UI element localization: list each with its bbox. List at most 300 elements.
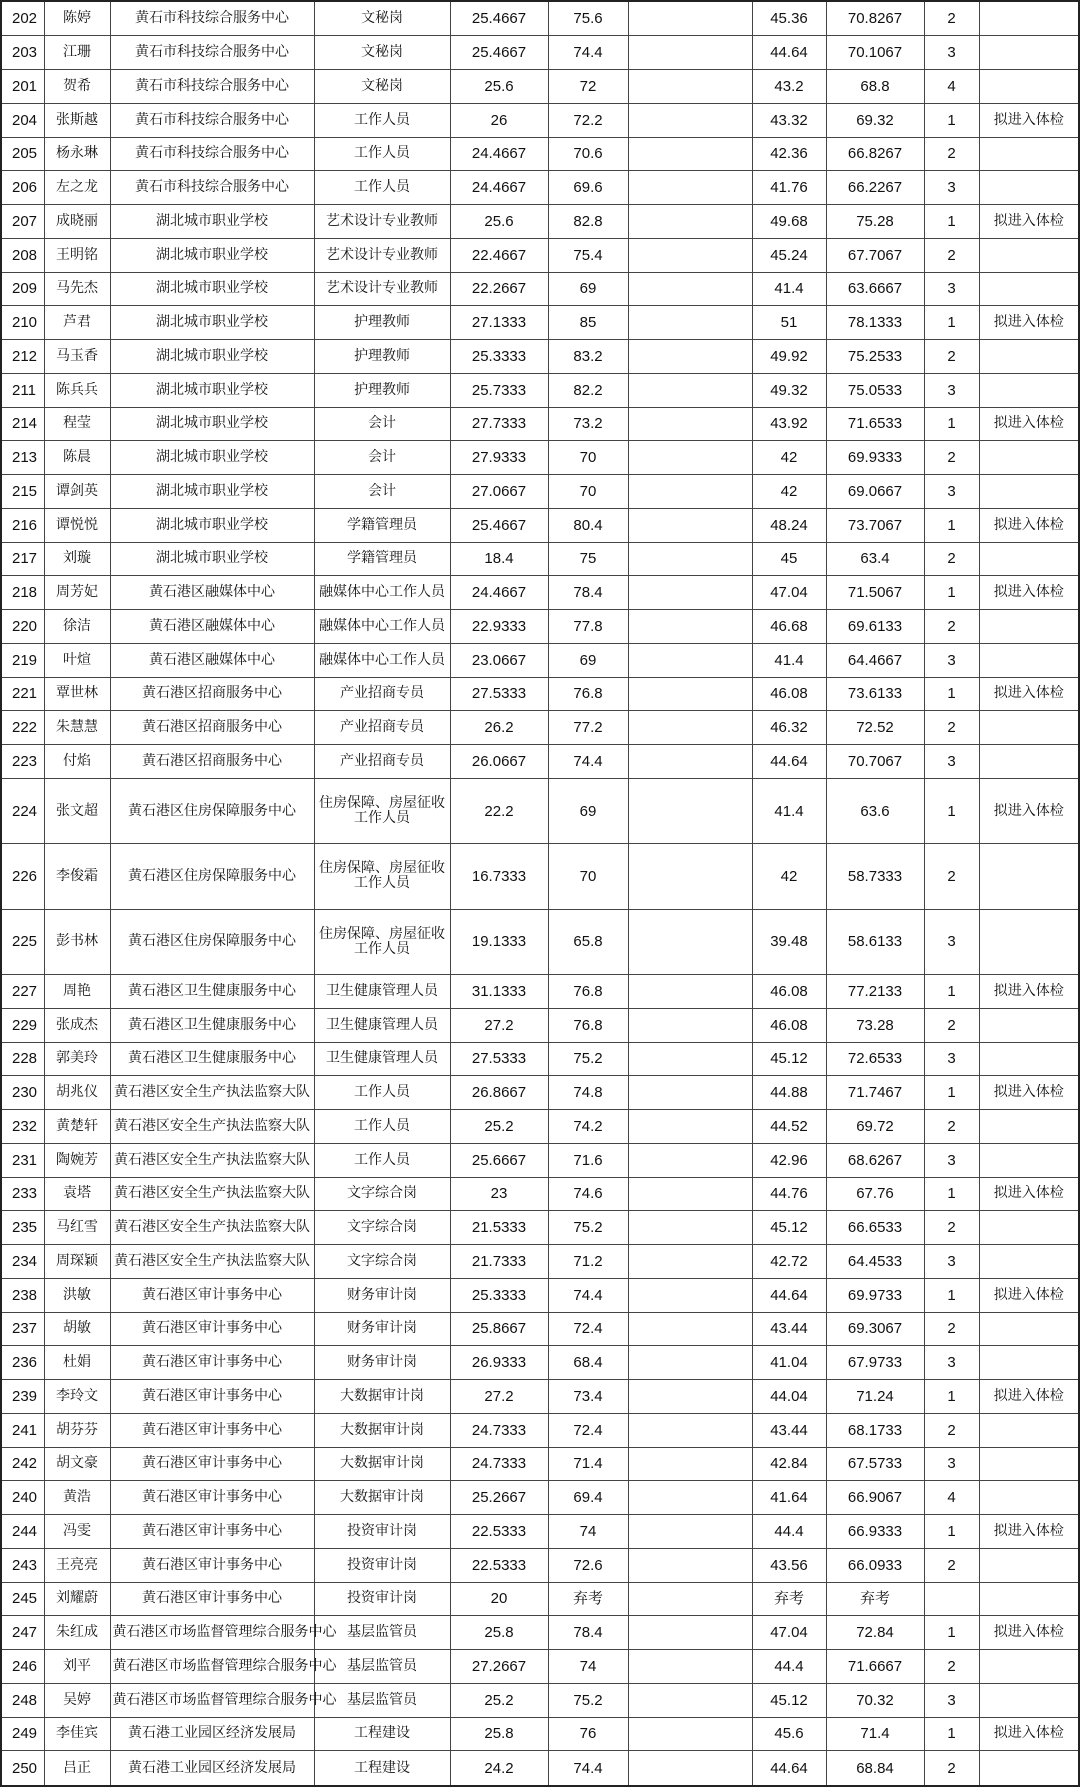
position-cell: 工程建设	[314, 1717, 450, 1751]
remark-cell: 拟进入体检	[979, 306, 1079, 340]
weighted-interview-cell: 43.92	[752, 407, 826, 441]
employer-cell: 黄石港区招商服务中心	[110, 711, 314, 745]
interview-score-cell: 74.4	[548, 745, 628, 779]
remark-cell	[979, 1110, 1079, 1144]
seat-number-cell: 226	[1, 844, 44, 909]
total-score-cell: 72.6533	[826, 1042, 924, 1076]
total-score-cell: 68.8	[826, 70, 924, 104]
total-score-cell: 73.6133	[826, 677, 924, 711]
weighted-interview-cell: 46.68	[752, 610, 826, 644]
seat-number-cell: 244	[1, 1515, 44, 1549]
position-cell: 卫生健康管理人员	[314, 1042, 450, 1076]
weighted-interview-cell: 44.4	[752, 1515, 826, 1549]
weighted-interview-cell: 49.68	[752, 205, 826, 239]
interview-score-cell: 75	[548, 542, 628, 576]
position-cell: 财务审计岗	[314, 1278, 450, 1312]
table-row	[1, 70, 1079, 104]
seat-number-cell: 223	[1, 745, 44, 779]
remark-cell: 拟进入体检	[979, 975, 1079, 1009]
name-cell: 周芳妃	[44, 576, 110, 610]
position-cell: 艺术设计专业教师	[314, 238, 450, 272]
written-score-cell: 26.0667	[450, 745, 548, 779]
remark-cell	[979, 1447, 1079, 1481]
remark-cell	[979, 1650, 1079, 1684]
name-cell: 周琛颖	[44, 1245, 110, 1279]
seat-number-cell: 219	[1, 643, 44, 677]
written-score-cell: 25.7333	[450, 373, 548, 407]
weighted-interview-cell: 44.64	[752, 1278, 826, 1312]
employer-cell: 湖北城市职业学校	[110, 238, 314, 272]
remark-cell: 拟进入体检	[979, 778, 1079, 843]
blank-cell	[628, 272, 752, 306]
table-row	[1, 1548, 1079, 1582]
interview-score-cell: 75.6	[548, 1, 628, 36]
employer-cell: 黄石港区安全生产执法监察大队	[110, 1143, 314, 1177]
total-score-cell: 68.84	[826, 1751, 924, 1786]
name-cell: 叶煊	[44, 643, 110, 677]
name-cell: 刘璇	[44, 542, 110, 576]
table-row	[1, 1447, 1079, 1481]
remark-cell	[979, 1346, 1079, 1380]
blank-cell	[628, 1650, 752, 1684]
interview-score-cell: 82.8	[548, 205, 628, 239]
rank-cell: 2	[924, 1548, 979, 1582]
written-score-cell: 21.5333	[450, 1211, 548, 1245]
rank-cell: 3	[924, 1346, 979, 1380]
table-row	[1, 576, 1079, 610]
weighted-interview-cell: 41.04	[752, 1346, 826, 1380]
position-cell: 艺术设计专业教师	[314, 272, 450, 306]
blank-cell	[628, 909, 752, 974]
name-cell: 黄浩	[44, 1481, 110, 1515]
weighted-interview-cell: 47.04	[752, 576, 826, 610]
table-row	[1, 272, 1079, 306]
written-score-cell: 31.1333	[450, 975, 548, 1009]
weighted-interview-cell: 46.08	[752, 1008, 826, 1042]
employer-cell: 湖北城市职业学校	[110, 272, 314, 306]
written-score-cell: 22.5333	[450, 1548, 548, 1582]
rank-cell: 2	[924, 1110, 979, 1144]
remark-cell	[979, 745, 1079, 779]
remark-cell	[979, 1548, 1079, 1582]
name-cell: 徐洁	[44, 610, 110, 644]
name-cell: 彭书林	[44, 909, 110, 974]
seat-number-cell: 243	[1, 1548, 44, 1582]
interview-score-cell: 70.6	[548, 137, 628, 171]
written-score-cell: 25.2	[450, 1110, 548, 1144]
written-score-cell: 25.8667	[450, 1312, 548, 1346]
seat-number-cell: 214	[1, 407, 44, 441]
written-score-cell: 22.4667	[450, 238, 548, 272]
rank-cell: 1	[924, 205, 979, 239]
weighted-interview-cell: 45.12	[752, 1211, 826, 1245]
position-cell: 艺术设计专业教师	[314, 205, 450, 239]
written-score-cell: 27.2	[450, 1008, 548, 1042]
interview-score-cell: 74.4	[548, 1278, 628, 1312]
written-score-cell: 27.1333	[450, 306, 548, 340]
blank-cell	[628, 1245, 752, 1279]
rank-cell: 3	[924, 1245, 979, 1279]
name-cell: 马先杰	[44, 272, 110, 306]
interview-score-cell: 70	[548, 441, 628, 475]
written-score-cell: 26.8667	[450, 1076, 548, 1110]
remark-cell: 拟进入体检	[979, 508, 1079, 542]
remark-cell	[979, 373, 1079, 407]
written-score-cell: 26.2	[450, 711, 548, 745]
blank-cell	[628, 1278, 752, 1312]
seat-number-cell: 210	[1, 306, 44, 340]
written-score-cell: 24.7333	[450, 1413, 548, 1447]
rank-cell: 2	[924, 1211, 979, 1245]
table-row	[1, 1312, 1079, 1346]
blank-cell	[628, 1380, 752, 1414]
position-cell: 产业招商专员	[314, 745, 450, 779]
position-cell: 投资审计岗	[314, 1515, 450, 1549]
remark-cell: 拟进入体检	[979, 1616, 1079, 1650]
blank-cell	[628, 1717, 752, 1751]
employer-cell: 黄石港区融媒体中心	[110, 643, 314, 677]
table-row	[1, 1515, 1079, 1549]
table-row	[1, 171, 1079, 205]
written-score-cell: 24.4667	[450, 576, 548, 610]
position-cell: 会计	[314, 475, 450, 509]
total-score-cell: 75.0533	[826, 373, 924, 407]
total-score-cell: 69.9733	[826, 1278, 924, 1312]
name-cell: 杜娟	[44, 1346, 110, 1380]
written-score-cell: 25.3333	[450, 340, 548, 374]
blank-cell	[628, 70, 752, 104]
rank-cell: 3	[924, 1683, 979, 1717]
seat-number-cell: 233	[1, 1177, 44, 1211]
seat-number-cell: 250	[1, 1751, 44, 1786]
written-score-cell: 18.4	[450, 542, 548, 576]
position-cell: 财务审计岗	[314, 1346, 450, 1380]
name-cell: 付焰	[44, 745, 110, 779]
blank-cell	[628, 373, 752, 407]
blank-cell	[628, 1413, 752, 1447]
table-row	[1, 508, 1079, 542]
employer-cell: 黄石市科技综合服务中心	[110, 1, 314, 36]
rank-cell: 1	[924, 778, 979, 843]
weighted-interview-cell: 45.24	[752, 238, 826, 272]
total-score-cell: 71.4	[826, 1717, 924, 1751]
position-cell: 基层监管员	[314, 1683, 450, 1717]
total-score-cell: 75.28	[826, 205, 924, 239]
total-score-cell: 弃考	[826, 1582, 924, 1616]
written-score-cell: 25.3333	[450, 1278, 548, 1312]
name-cell: 刘平	[44, 1650, 110, 1684]
weighted-interview-cell: 44.64	[752, 36, 826, 70]
rank-cell: 3	[924, 373, 979, 407]
employer-cell: 湖北城市职业学校	[110, 508, 314, 542]
total-score-cell: 75.2533	[826, 340, 924, 374]
blank-cell	[628, 1582, 752, 1616]
written-score-cell: 27.9333	[450, 441, 548, 475]
rank-cell: 3	[924, 1447, 979, 1481]
weighted-interview-cell: 39.48	[752, 909, 826, 974]
table-row	[1, 1076, 1079, 1110]
weighted-interview-cell: 44.52	[752, 1110, 826, 1144]
employer-cell: 黄石港区招商服务中心	[110, 745, 314, 779]
total-score-cell: 69.9333	[826, 441, 924, 475]
table-row	[1, 778, 1079, 843]
employer-cell: 黄石港区市场监督管理综合服务中心	[110, 1683, 314, 1717]
written-score-cell: 16.7333	[450, 844, 548, 909]
seat-number-cell: 240	[1, 1481, 44, 1515]
seat-number-cell: 238	[1, 1278, 44, 1312]
name-cell: 马玉香	[44, 340, 110, 374]
remark-cell	[979, 272, 1079, 306]
blank-cell	[628, 1481, 752, 1515]
employer-cell: 黄石港区安全生产执法监察大队	[110, 1110, 314, 1144]
blank-cell	[628, 1008, 752, 1042]
employer-cell: 黄石港区安全生产执法监察大队	[110, 1245, 314, 1279]
weighted-interview-cell: 42	[752, 844, 826, 909]
written-score-cell: 25.4667	[450, 36, 548, 70]
interview-score-cell: 71.4	[548, 1447, 628, 1481]
total-score-cell: 71.6533	[826, 407, 924, 441]
position-cell: 融媒体中心工作人员	[314, 643, 450, 677]
name-cell: 陈晨	[44, 441, 110, 475]
total-score-cell: 69.6133	[826, 610, 924, 644]
total-score-cell: 71.7467	[826, 1076, 924, 1110]
position-cell: 文字综合岗	[314, 1177, 450, 1211]
table-row	[1, 1346, 1079, 1380]
weighted-interview-cell: 43.2	[752, 70, 826, 104]
rank-cell: 2	[924, 1, 979, 36]
remark-cell: 拟进入体检	[979, 1278, 1079, 1312]
seat-number-cell: 234	[1, 1245, 44, 1279]
employer-cell: 黄石港区安全生产执法监察大队	[110, 1177, 314, 1211]
table-row	[1, 205, 1079, 239]
remark-cell	[979, 1312, 1079, 1346]
written-score-cell: 25.6667	[450, 1143, 548, 1177]
interview-score-cell: 76	[548, 1717, 628, 1751]
name-cell: 芦君	[44, 306, 110, 340]
rank-cell: 2	[924, 844, 979, 909]
position-cell: 产业招商专员	[314, 711, 450, 745]
position-cell: 投资审计岗	[314, 1582, 450, 1616]
total-score-cell: 73.7067	[826, 508, 924, 542]
position-cell: 工作人员	[314, 103, 450, 137]
weighted-interview-cell: 45.12	[752, 1683, 826, 1717]
written-score-cell: 21.7333	[450, 1245, 548, 1279]
seat-number-cell: 242	[1, 1447, 44, 1481]
rank-cell: 3	[924, 909, 979, 974]
employer-cell: 黄石港区审计事务中心	[110, 1346, 314, 1380]
interview-score-cell: 75.2	[548, 1042, 628, 1076]
weighted-interview-cell: 41.76	[752, 171, 826, 205]
interview-score-cell: 74.8	[548, 1076, 628, 1110]
results-table-body	[1, 1, 1079, 1786]
total-score-cell: 71.24	[826, 1380, 924, 1414]
blank-cell	[628, 441, 752, 475]
rank-cell: 2	[924, 1008, 979, 1042]
written-score-cell: 25.6	[450, 205, 548, 239]
remark-cell: 拟进入体检	[979, 1515, 1079, 1549]
seat-number-cell: 218	[1, 576, 44, 610]
remark-cell: 拟进入体检	[979, 1717, 1079, 1751]
name-cell: 王亮亮	[44, 1548, 110, 1582]
employer-cell: 黄石港区住房保障服务中心	[110, 778, 314, 843]
interview-score-cell: 76.8	[548, 677, 628, 711]
blank-cell	[628, 340, 752, 374]
seat-number-cell: 208	[1, 238, 44, 272]
remark-cell: 拟进入体检	[979, 1076, 1079, 1110]
written-score-cell: 27.5333	[450, 1042, 548, 1076]
blank-cell	[628, 1076, 752, 1110]
interview-score-cell: 69.6	[548, 171, 628, 205]
employer-cell: 黄石港区住房保障服务中心	[110, 844, 314, 909]
total-score-cell: 66.9067	[826, 1481, 924, 1515]
seat-number-cell: 237	[1, 1312, 44, 1346]
position-cell: 产业招商专员	[314, 677, 450, 711]
rank-cell: 3	[924, 36, 979, 70]
rank-cell: 2	[924, 1751, 979, 1786]
interview-score-cell: 73.4	[548, 1380, 628, 1414]
seat-number-cell: 241	[1, 1413, 44, 1447]
table-row	[1, 1751, 1079, 1786]
blank-cell	[628, 205, 752, 239]
seat-number-cell: 232	[1, 1110, 44, 1144]
blank-cell	[628, 1177, 752, 1211]
interview-score-cell: 71.2	[548, 1245, 628, 1279]
name-cell: 李玲文	[44, 1380, 110, 1414]
interview-score-cell: 78.4	[548, 576, 628, 610]
employer-cell: 黄石港区审计事务中心	[110, 1481, 314, 1515]
name-cell: 左之龙	[44, 171, 110, 205]
interview-score-cell: 74.4	[548, 1751, 628, 1786]
written-score-cell: 25.2667	[450, 1481, 548, 1515]
weighted-interview-cell: 45.6	[752, 1717, 826, 1751]
blank-cell	[628, 1143, 752, 1177]
blank-cell	[628, 1751, 752, 1786]
position-cell: 学籍管理员	[314, 508, 450, 542]
written-score-cell: 25.4667	[450, 508, 548, 542]
employer-cell: 湖北城市职业学校	[110, 306, 314, 340]
total-score-cell: 72.84	[826, 1616, 924, 1650]
remark-cell	[979, 340, 1079, 374]
written-score-cell: 23.0667	[450, 643, 548, 677]
table-row	[1, 1717, 1079, 1751]
rank-cell: 1	[924, 1616, 979, 1650]
total-score-cell: 70.1067	[826, 36, 924, 70]
seat-number-cell: 213	[1, 441, 44, 475]
seat-number-cell: 217	[1, 542, 44, 576]
employer-cell: 黄石市科技综合服务中心	[110, 171, 314, 205]
blank-cell	[628, 745, 752, 779]
written-score-cell: 27.2	[450, 1380, 548, 1414]
table-row	[1, 909, 1079, 974]
written-score-cell: 25.4667	[450, 1, 548, 36]
seat-number-cell: 211	[1, 373, 44, 407]
interview-score-cell: 70	[548, 475, 628, 509]
blank-cell	[628, 103, 752, 137]
total-score-cell: 70.7067	[826, 745, 924, 779]
rank-cell: 4	[924, 1481, 979, 1515]
weighted-interview-cell: 44.76	[752, 1177, 826, 1211]
rank-cell: 1	[924, 1380, 979, 1414]
seat-number-cell: 246	[1, 1650, 44, 1684]
position-cell: 工程建设	[314, 1751, 450, 1786]
rank-cell: 3	[924, 1042, 979, 1076]
position-cell: 大数据审计岗	[314, 1481, 450, 1515]
total-score-cell: 64.4667	[826, 643, 924, 677]
interview-score-cell: 74.2	[548, 1110, 628, 1144]
rank-cell: 3	[924, 1143, 979, 1177]
table-row	[1, 745, 1079, 779]
interview-score-cell: 71.6	[548, 1143, 628, 1177]
employer-cell: 黄石港工业园区经济发展局	[110, 1751, 314, 1786]
remark-cell	[979, 1413, 1079, 1447]
seat-number-cell: 227	[1, 975, 44, 1009]
seat-number-cell: 216	[1, 508, 44, 542]
name-cell: 朱慧慧	[44, 711, 110, 745]
position-cell: 护理教师	[314, 306, 450, 340]
name-cell: 王明铭	[44, 238, 110, 272]
interview-score-cell: 74.4	[548, 36, 628, 70]
weighted-interview-cell: 49.32	[752, 373, 826, 407]
blank-cell	[628, 171, 752, 205]
interview-score-cell: 弃考	[548, 1582, 628, 1616]
rank-cell: 2	[924, 340, 979, 374]
remark-cell	[979, 542, 1079, 576]
weighted-interview-cell: 43.56	[752, 1548, 826, 1582]
table-row	[1, 1582, 1079, 1616]
written-score-cell: 25.8	[450, 1616, 548, 1650]
table-row	[1, 610, 1079, 644]
interview-score-cell: 85	[548, 306, 628, 340]
table-row	[1, 844, 1079, 909]
interview-score-cell: 69.4	[548, 1481, 628, 1515]
table-row	[1, 407, 1079, 441]
name-cell: 谭剑英	[44, 475, 110, 509]
employer-cell: 湖北城市职业学校	[110, 373, 314, 407]
position-cell: 文秘岗	[314, 36, 450, 70]
written-score-cell: 24.7333	[450, 1447, 548, 1481]
seat-number-cell: 228	[1, 1042, 44, 1076]
remark-cell: 拟进入体检	[979, 576, 1079, 610]
interview-score-cell: 74	[548, 1515, 628, 1549]
table-row	[1, 643, 1079, 677]
position-cell: 基层监管员	[314, 1650, 450, 1684]
interview-score-cell: 68.4	[548, 1346, 628, 1380]
blank-cell	[628, 1683, 752, 1717]
name-cell: 覃世林	[44, 677, 110, 711]
position-cell: 文秘岗	[314, 1, 450, 36]
remark-cell	[979, 643, 1079, 677]
seat-number-cell: 207	[1, 205, 44, 239]
rank-cell: 2	[924, 137, 979, 171]
position-cell: 基层监管员	[314, 1616, 450, 1650]
weighted-interview-cell: 43.44	[752, 1312, 826, 1346]
remark-cell	[979, 610, 1079, 644]
written-score-cell: 22.2667	[450, 272, 548, 306]
seat-number-cell: 245	[1, 1582, 44, 1616]
written-score-cell: 24.4667	[450, 137, 548, 171]
employer-cell: 黄石港区卫生健康服务中心	[110, 1042, 314, 1076]
rank-cell: 1	[924, 1278, 979, 1312]
employer-cell: 湖北城市职业学校	[110, 407, 314, 441]
seat-number-cell: 224	[1, 778, 44, 843]
name-cell: 张成杰	[44, 1008, 110, 1042]
remark-cell	[979, 909, 1079, 974]
total-score-cell: 67.76	[826, 1177, 924, 1211]
total-score-cell: 69.3067	[826, 1312, 924, 1346]
seat-number-cell: 215	[1, 475, 44, 509]
position-cell: 大数据审计岗	[314, 1380, 450, 1414]
interview-score-cell: 73.2	[548, 407, 628, 441]
